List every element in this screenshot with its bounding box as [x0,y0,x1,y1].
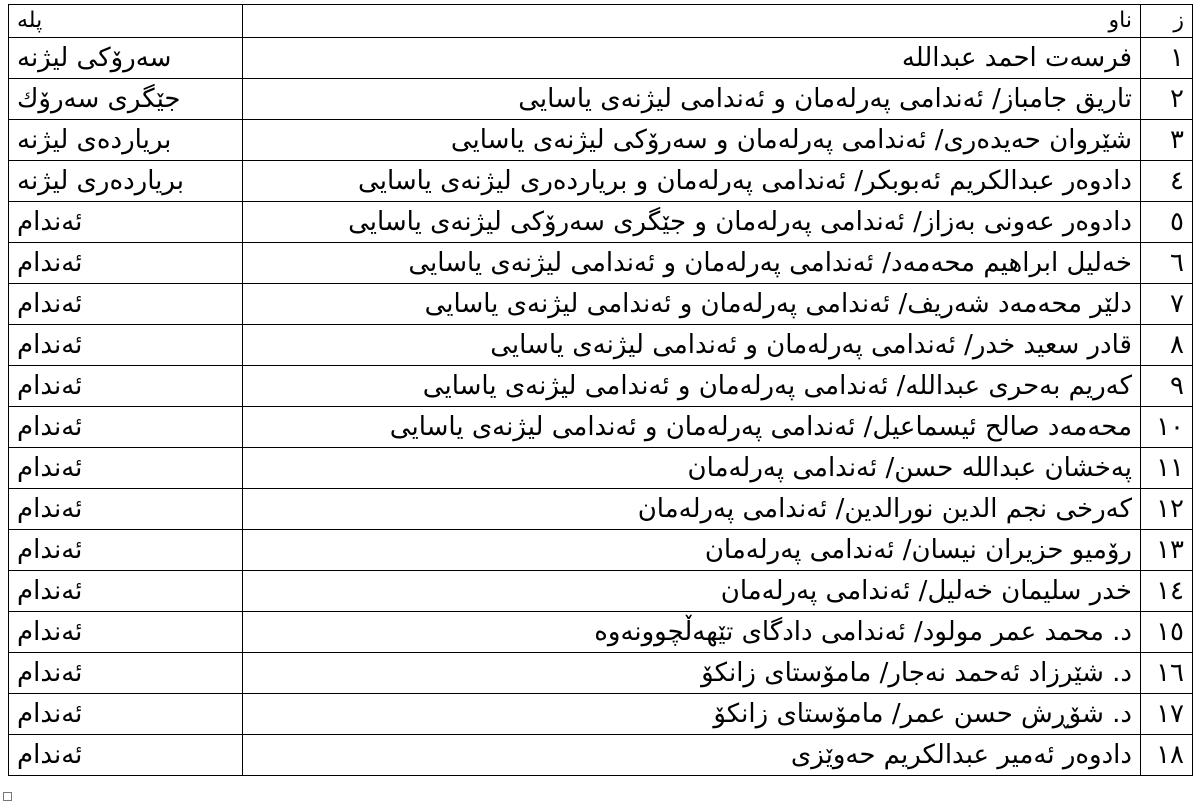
row-name: محەمەد صالح ئیسماعیل/ ئەندامی پەرلەمان و ئەندامی لیژنەی یاسایی [243,407,1141,448]
row-name: د. محمد عمر مولود/ ئەندامی دادگای تێهەڵچوونەوە [243,612,1141,653]
table-row [9,161,1193,202]
table-row [9,448,1193,489]
document-table-container [8,4,1192,776]
table-row [9,489,1193,530]
row-name: کەرخی نجم الدین نورالدین/ ئەندامی پەرلەمان [243,489,1141,530]
table-row [9,120,1193,161]
row-number: ١١ [1141,448,1193,489]
table-resize-handle[interactable] [3,792,12,801]
row-number: ٢ [1141,79,1193,120]
row-number: ١٠ [1141,407,1193,448]
table-body [9,5,1193,776]
row-number: ١٢ [1141,489,1193,530]
row-number: ١٧ [1141,694,1193,735]
table-row [9,653,1193,694]
header-number: ز [1141,5,1193,38]
table-row [9,612,1193,653]
row-name: فرسەت احمد عبدالله [243,38,1141,79]
table-row [9,571,1193,612]
row-role: ئەندام [9,325,243,366]
row-role: ئەندام [9,612,243,653]
table-row [9,243,1193,284]
row-number: ٦ [1141,243,1193,284]
row-name: پەخشان عبدالله حسن/ ئەندامی پەرلەمان [243,448,1141,489]
row-number: ٨ [1141,325,1193,366]
row-role: ئەندام [9,694,243,735]
row-number: ١٣ [1141,530,1193,571]
row-number: ١ [1141,38,1193,79]
table-row [9,38,1193,79]
committee-members-table [8,4,1193,776]
row-name: خەلیل ابراهیم محەمەد/ ئەندامی پەرلەمان و ئەندامی لیژنەی یاسایی [243,243,1141,284]
row-number: ١٤ [1141,571,1193,612]
row-role: سەرۆکی لیژنە [9,38,243,79]
row-role: ئەندام [9,489,243,530]
row-number: ٩ [1141,366,1193,407]
row-number: ١٨ [1141,735,1193,776]
table-row [9,202,1193,243]
row-name: د. شێرزاد ئەحمد نەجار/ مامۆستای زانکۆ [243,653,1141,694]
row-name: رۆمیو حزیران نیسان/ ئەندامی پەرلەمان [243,530,1141,571]
row-name: دادوەر عەونی بەزاز/ ئەندامی پەرلەمان و جێگری سەرۆکی لیژنەی یاسایی [243,202,1141,243]
row-name: تاریق جامباز/ ئەندامی پەرلەمان و ئەندامی لیژنەی یاسایی [243,79,1141,120]
table-header-row [9,5,1193,38]
table-row [9,284,1193,325]
row-role: ئەندام [9,571,243,612]
row-number: ٧ [1141,284,1193,325]
row-role: ئەندام [9,284,243,325]
row-name: کەریم بەحری عبدالله/ ئەندامی پەرلەمان و ئەندامی لیژنەی یاسایی [243,366,1141,407]
header-name: ناو [243,5,1141,38]
table-row [9,694,1193,735]
row-number: ٤ [1141,161,1193,202]
row-name: دادوەر عبدالکریم ئەبوبکر/ ئەندامی پەرلەمان و بریاردەری لیژنەی یاسایی [243,161,1141,202]
table-row [9,79,1193,120]
row-role: ئەندام [9,366,243,407]
row-name: شێروان حەیدەری/ ئەندامی پەرلەمان و سەرۆکی لیژنەی یاسایی [243,120,1141,161]
table-row [9,735,1193,776]
row-role: بریاردەری لیژنە [9,161,243,202]
row-number: ١٦ [1141,653,1193,694]
row-role: بریاردەی لیژنە [9,120,243,161]
table-row [9,407,1193,448]
table-row [9,366,1193,407]
row-number: ٥ [1141,202,1193,243]
row-name: قادر سعید خدر/ ئەندامی پەرلەمان و ئەندامی لیژنەی یاسایی [243,325,1141,366]
row-name: دادوەر ئەمیر عبدالکریم حەوێزی [243,735,1141,776]
row-role: ئەندام [9,407,243,448]
row-role: جێگری سەرۆك [9,79,243,120]
row-name: خدر سلیمان خەلیل/ ئەندامی پەرلەمان [243,571,1141,612]
row-role: ئەندام [9,448,243,489]
row-name: دلێر محەمەد شەریف/ ئەندامی پەرلەمان و ئەندامی لیژنەی یاسایی [243,284,1141,325]
table-row [9,530,1193,571]
table-row [9,325,1193,366]
row-role: ئەندام [9,653,243,694]
row-number: ٣ [1141,120,1193,161]
row-role: ئەندام [9,530,243,571]
header-role: پله [9,5,243,38]
row-role: ئەندام [9,243,243,284]
row-number: ١٥ [1141,612,1193,653]
row-name: د. شۆڕش حسن عمر/ مامۆستای زانکۆ [243,694,1141,735]
row-role: ئەندام [9,735,243,776]
row-role: ئەندام [9,202,243,243]
